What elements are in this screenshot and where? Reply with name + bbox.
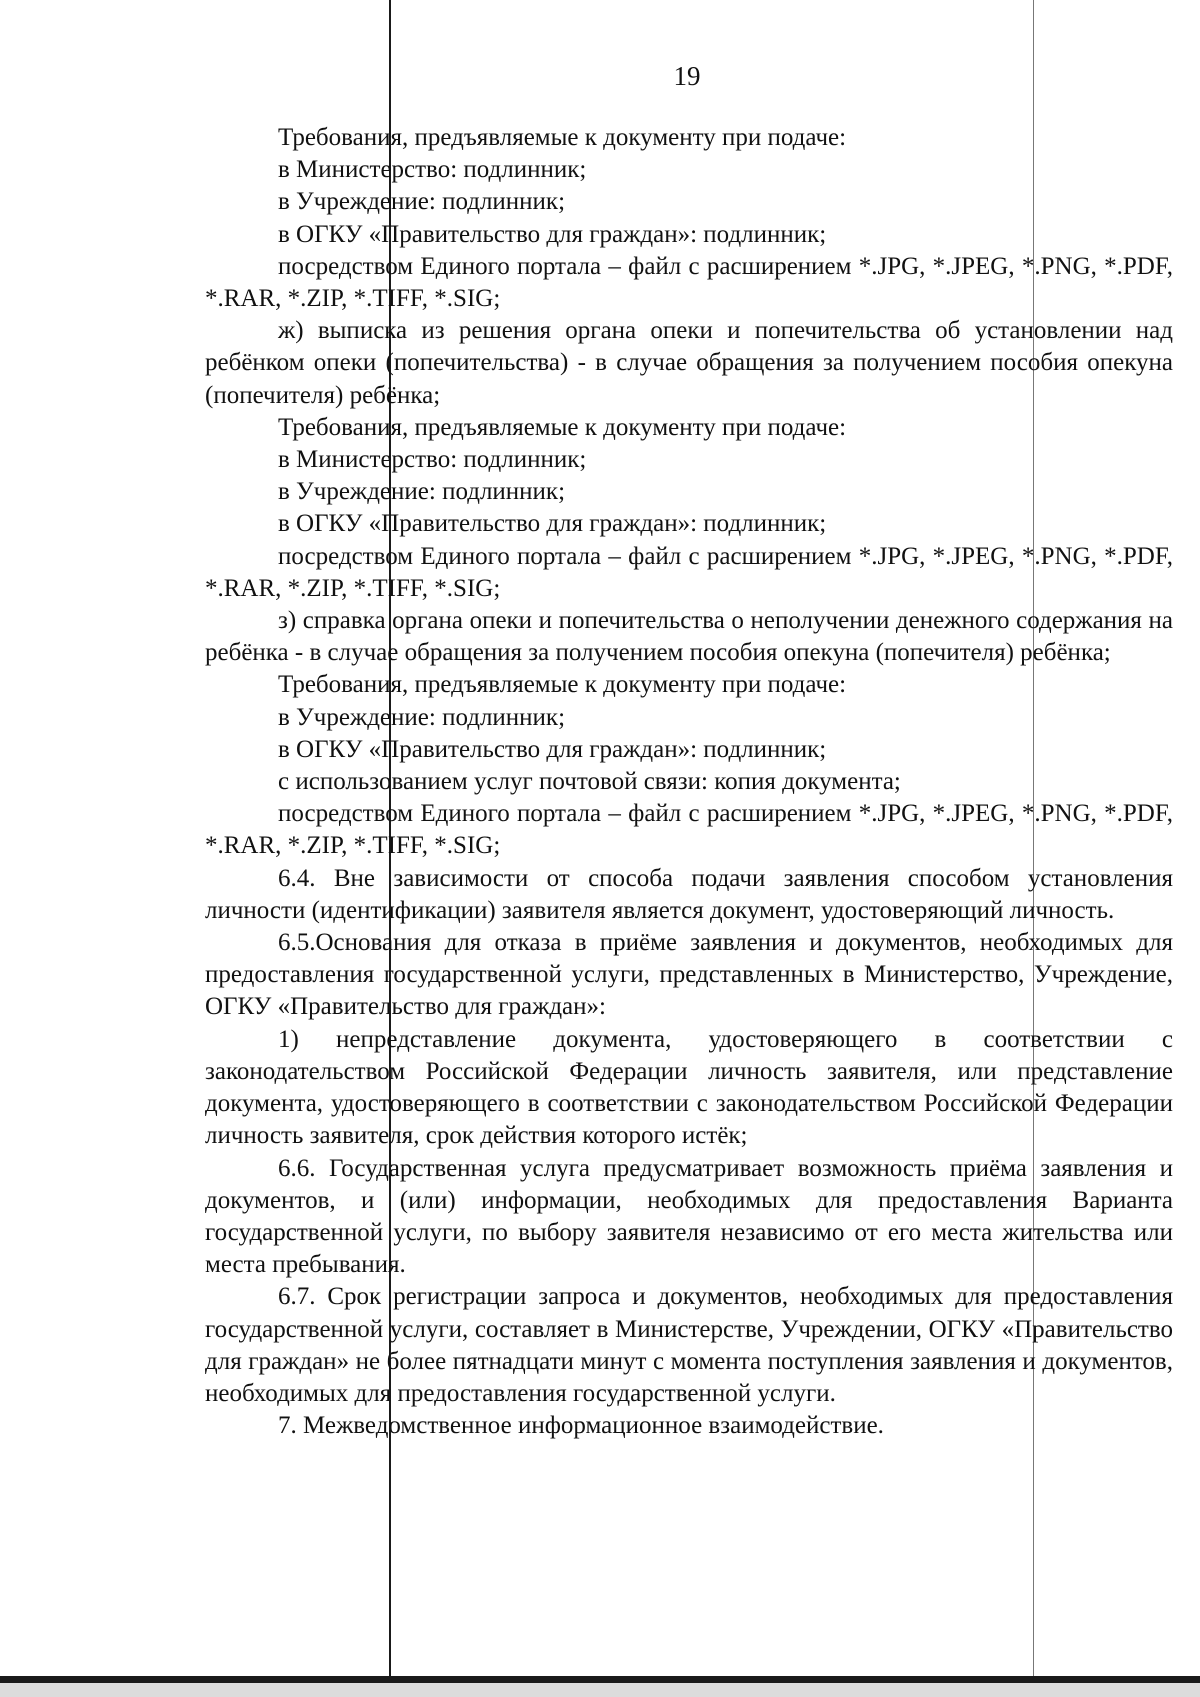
paragraph: 6.6. Государственная услуга предусматривает возможность приёма заявления и документов, и (или) информации, необходимых для предоставления Варианта государственной услуги, по выбору заявителя независимо от его места жительства или места пребывания. xyxy=(205,1154,1173,1279)
paragraph: в Учреждение: подлинник; xyxy=(278,188,566,216)
paragraph: в Учреждение: подлинник; xyxy=(278,478,566,506)
paragraph: 6.7. Срок регистрации запроса и документов, необходимых для предоставления государственной услуги, составляет в Министерстве, Учреждении, ОГКУ «Правительство для граждан» не более пятнадцати минут с момента поступления заявления и документов, необходимых для предоставления государственной услуги. xyxy=(205,1283,1173,1407)
paragraph: с использованием услуг почтовой связи: копия документа; xyxy=(278,768,901,796)
scan-bottom-edge xyxy=(0,1676,1200,1683)
paragraph: в Учреждение: подлинник; xyxy=(278,703,566,731)
paragraph: Требования, предъявляемые к документу при подаче: xyxy=(278,671,847,699)
paragraph: ж) выписка из решения органа опеки и попечительства об установлении над ребёнком опеки (попечительства) - в случае обращения за получением пособия опекуна (попечителя) ребёнка; xyxy=(205,317,1173,409)
paragraph: посредством Единого портала – файл с расширением *.JPG, *.JPEG, *.PNG, *.PDF, *.RAR, *.ZIP, *.TIFF, *.SIG; xyxy=(205,252,1173,313)
paragraph: в ОГКУ «Правительство для граждан»: подлинник; xyxy=(278,510,827,538)
paragraph: в ОГКУ «Правительство для граждан»: подлинник; xyxy=(278,220,827,248)
paragraph: в ОГКУ «Правительство для граждан»: подлинник; xyxy=(278,735,827,763)
paragraph: Требования, предъявляемые к документу при подаче: xyxy=(278,124,847,151)
paragraph: 7. Межведомственное информационное взаимодействие. xyxy=(278,1412,884,1440)
paragraph: в Министерство: подлинник; xyxy=(278,446,587,474)
paragraph: 6.4. Вне зависимости от способа подачи заявления способом установления личности (идентификации) заявителя является документ, удостоверяющий личность. xyxy=(205,864,1173,924)
paragraph: з) справка органа опеки и попечительства о неполучении денежного содержания на ребёнка - в случае обращения за получением пособия опекуна (попечителя) ребёнка; xyxy=(205,607,1173,667)
scan-bottom-margin xyxy=(0,1683,1200,1697)
paragraph: посредством Единого портала – файл с расширением *.JPG, *.JPEG, *.PNG, *.PDF, *.RAR, *.ZIP, *.TIFF, *.SIG; xyxy=(205,800,1173,860)
paragraph: 1) непредставление документа, удостоверяющего в соответствии с законодательством Российской Федерации личность заявителя, или представление документа, удостоверяющего в соответствии с законодательством Российской Федерации личность заявителя, срок действия которого истёк; xyxy=(205,1025,1173,1150)
paragraph: 6.5.Основания для отказа в приёме заявления и документов, необходимых для предоставления государственной услуги, представленных в Министерство, Учреждение, ОГКУ «Правительство для граждан»: xyxy=(205,929,1173,1021)
paragraph: в Министерство: подлинник; xyxy=(278,156,587,184)
page-number: 19 xyxy=(673,61,701,91)
paragraph: посредством Единого портала – файл с расширением *.JPG, *.JPEG, *.PNG, *.PDF, *.RAR, *.ZIP, *.TIFF, *.SIG; xyxy=(205,542,1173,602)
paragraph: Требования, предъявляемые к документу при подаче: xyxy=(278,413,847,441)
document-body xyxy=(205,122,1173,1442)
